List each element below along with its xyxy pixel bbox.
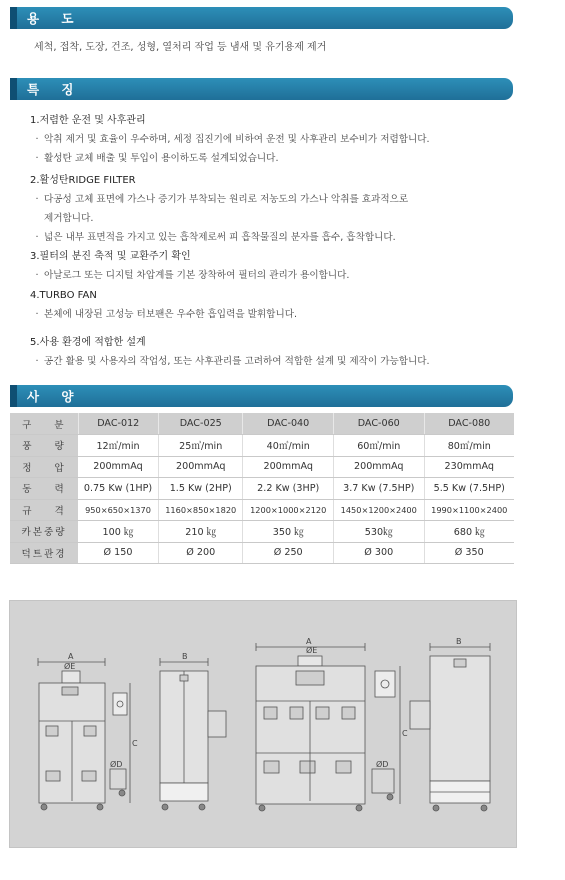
svg-text:ØD: ØD [376, 760, 389, 769]
feature-4 [30, 290, 520, 320]
model-dac-060: DAC-060 [333, 413, 424, 435]
spec-row-airflow: 풍 량 12㎥/min 25㎥/min 40㎥/min 60㎥/min 80㎥/min [10, 435, 514, 457]
usage-text: 세척, 접착, 도장, 건조, 성형, 열처리 작업 등 냄새 및 유기용제 제거 [34, 42, 327, 53]
model-dac-025: DAC-025 [159, 413, 243, 435]
feature-5 [30, 333, 520, 367]
feature-bullet: 제거합니다. [44, 213, 94, 224]
model-dac-012: DAC-012 [78, 413, 159, 435]
dim-label-a: A [68, 652, 74, 661]
small-unit-front-view [38, 652, 138, 810]
feature-bullet: · 악취 제거 및 효율이 우수하며, 세정 집진기에 비하여 운전 및 사후관리 보수비가 저렴합니다. [35, 134, 430, 145]
dim-label-e: ØE [64, 662, 76, 671]
spec-row-dimensions: 규 격 950×650×1370 1160×850×1820 1200×1000×2120 1450×1200×2400 1990×1100×2400 [10, 499, 514, 521]
svg-text:B: B [456, 637, 462, 646]
feature-bullet: · 넓은 내부 표면적을 가지고 있는 흡착제로써 피 흡착물질의 분자를 흡수, 흡착합니다. [35, 232, 396, 243]
dim-label-b: B [182, 652, 188, 661]
small-unit-side-view [160, 652, 226, 810]
spec-row-static-pressure: 정 압 200mmAq 200mmAq 200mmAq 200mmAq 230mmAq [10, 456, 514, 478]
large-unit-side-view [410, 637, 490, 811]
spec-row-duct-diameter: 덕트관경 Ø 150 Ø 200 Ø 250 Ø 300 Ø 350 [10, 542, 514, 564]
spec-table [10, 413, 514, 564]
spec-header-row [10, 413, 514, 435]
features-title: 특 징 [27, 82, 83, 97]
feature-1 [30, 111, 520, 164]
usage-title: 용 도 [27, 11, 83, 26]
feature-heading: 3.필터의 분진 축적 및 교환주기 확인 [30, 251, 191, 262]
spec-row-carbon-weight: 카본중량 100 ㎏ 210 ㎏ 350 ㎏ 530㎏ 680 ㎏ [10, 521, 514, 543]
dim-label-c: C [132, 739, 138, 748]
dim-label-d: ØD [110, 760, 123, 769]
feature-bullet: · 활성탄 교체 배출 및 투입이 용이하도록 설계되었습니다. [35, 153, 279, 164]
model-dac-040: DAC-040 [243, 413, 334, 435]
feature-bullet: · 다공성 고체 표면에 가스나 증기가 부착되는 원리로 저농도의 가스나 악취를 효과적으로 [35, 194, 409, 205]
feature-3 [30, 247, 520, 281]
features-section-header [10, 78, 513, 100]
model-dac-080: DAC-080 [424, 413, 514, 435]
spec-row-power: 동 력 0.75 Kw (1HP) 1.5 Kw (2HP) 2.2 Kw (3HP) 3.7 Kw (7.5HP) 5.5 Kw (7.5HP) [10, 478, 514, 500]
feature-heading: 4.TURBO FAN [30, 290, 97, 301]
feature-bullet: · 본체에 내장된 고성능 터보팬은 우수한 흡입력을 발휘합니다. [35, 309, 298, 320]
svg-text:C: C [402, 729, 408, 738]
feature-bullet: · 공간 활용 및 사용자의 작업성, 또는 사후관리를 고려하여 적합한 설계 및 제작이 가능합니다. [35, 356, 430, 367]
feature-2 [30, 171, 520, 243]
feature-heading: 2.활성탄RIDGE FILTER [30, 175, 136, 186]
svg-text:ØE: ØE [306, 646, 318, 655]
feature-heading: 5.사용 환경에 적합한 설계 [30, 337, 146, 348]
spec-section-header [10, 385, 513, 407]
feature-bullet: · 아날로그 또는 디지털 차압계를 기본 장착하여 필터의 관리가 용이합니다. [35, 270, 350, 281]
usage-section-header [10, 7, 513, 29]
spec-header-label: 구 분 [10, 413, 78, 435]
equipment-drawing [9, 600, 517, 848]
large-unit-front-view [256, 637, 408, 811]
feature-heading: 1.저렴한 운전 및 사후관리 [30, 115, 146, 126]
spec-title: 사 양 [27, 389, 83, 404]
svg-text:A: A [306, 637, 312, 646]
